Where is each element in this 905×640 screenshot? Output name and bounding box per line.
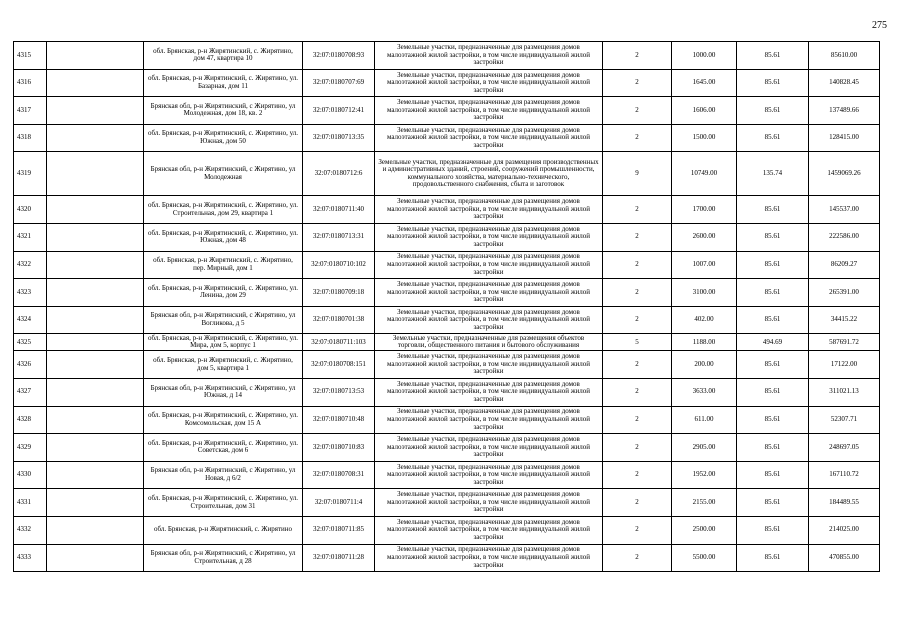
blank-cell (47, 279, 144, 307)
cadastral-number-cell: 32:07:0180710:83 (303, 434, 375, 462)
row-number: 4324 (14, 306, 47, 334)
row-number: 4322 (14, 251, 47, 279)
table-row (14, 461, 880, 489)
area-cell: 3633.00 (672, 378, 737, 406)
cadastral-number-cell: 32:07:0180712:6 (303, 152, 375, 196)
area-cell: 3100.00 (672, 279, 737, 307)
land-use-cell: Земельные участки, предназначенные для размещения домов малоэтажной жилой застройки, в том числе индивидуальной жилой застройки (375, 516, 603, 544)
land-use-cell: Земельные участки, предназначенные для размещения домов малоэтажной жилой застройки, в том числе индивидуальной жилой застройки (375, 223, 603, 251)
cadastral-value-cell: 214025.00 (809, 516, 880, 544)
cadastral-number-cell: 32:07:0180711:40 (303, 196, 375, 224)
row-number: 4328 (14, 406, 47, 434)
address-cell: обл. Брянская, р-н Жирятинский, с. Жирятино, ул. Строительная, дом 29, квартира 1 (144, 196, 303, 224)
row-number: 4332 (14, 516, 47, 544)
blank-cell (47, 516, 144, 544)
row-number: 4320 (14, 196, 47, 224)
cadastral-value-cell: 128415.00 (809, 124, 880, 152)
use-group-cell: 2 (603, 434, 672, 462)
blank-cell (47, 124, 144, 152)
specific-value-cell: 85.61 (737, 42, 809, 70)
row-number: 4321 (14, 223, 47, 251)
land-use-cell: Земельные участки, предназначенные для размещения домов малоэтажной жилой застройки, в том числе индивидуальной жилой застройки (375, 406, 603, 434)
land-use-cell: Земельные участки, предназначенные для размещения домов малоэтажной жилой застройки, в том числе индивидуальной жилой застройки (375, 544, 603, 572)
use-group-cell: 2 (603, 489, 672, 517)
area-cell: 611.00 (672, 406, 737, 434)
row-number: 4333 (14, 544, 47, 572)
cadastral-number-cell: 32:07:0180712:41 (303, 97, 375, 125)
land-use-cell: Земельные участки, предназначенные для размещения домов малоэтажной жилой застройки, в том числе индивидуальной жилой застройки (375, 489, 603, 517)
table-row (14, 516, 880, 544)
area-cell: 1645.00 (672, 69, 737, 97)
address-cell: обл. Брянская, р-н Жирятинский, с. Жирятино, ул. Южная, дом 50 (144, 124, 303, 152)
blank-cell (47, 544, 144, 572)
blank-cell (47, 69, 144, 97)
area-cell: 2905.00 (672, 434, 737, 462)
table-row (14, 69, 880, 97)
area-cell: 1007.00 (672, 251, 737, 279)
blank-cell (47, 378, 144, 406)
cadastral-number-cell: 32:07:0180711:103 (303, 334, 375, 351)
cadastral-value-cell: 587691.72 (809, 334, 880, 351)
area-cell: 2155.00 (672, 489, 737, 517)
address-cell: обл. Брянская, р-н Жирятинский, с. Жирятино, ул. Строительная, дом 31 (144, 489, 303, 517)
address-cell: Брянская обл, р-н Жирятинский, с Жирятино, ул Молодежная (144, 152, 303, 196)
row-number: 4331 (14, 489, 47, 517)
cadastral-number-cell: 32:07:0180711:28 (303, 544, 375, 572)
row-number: 4323 (14, 279, 47, 307)
cadastral-value-cell: 248697.05 (809, 434, 880, 462)
blank-cell (47, 406, 144, 434)
specific-value-cell: 85.61 (737, 406, 809, 434)
use-group-cell: 2 (603, 223, 672, 251)
cadastral-number-cell: 32:07:0180708:93 (303, 42, 375, 70)
blank-cell (47, 97, 144, 125)
land-use-cell: Земельные участки, предназначенные для размещения домов малоэтажной жилой застройки, в том числе индивидуальной жилой застройки (375, 251, 603, 279)
land-use-cell: Земельные участки, предназначенные для размещения домов малоэтажной жилой застройки, в том числе индивидуальной жилой застройки (375, 434, 603, 462)
specific-value-cell: 85.61 (737, 306, 809, 334)
land-register-table (13, 41, 880, 572)
area-cell: 1606.00 (672, 97, 737, 125)
table-row (14, 334, 880, 351)
area-cell: 10749.00 (672, 152, 737, 196)
cadastral-number-cell: 32:07:0180707:69 (303, 69, 375, 97)
area-cell: 1000.00 (672, 42, 737, 70)
cadastral-number-cell: 32:07:0180701:38 (303, 306, 375, 334)
page-number: 275 (872, 20, 887, 31)
table-row (14, 544, 880, 572)
use-group-cell: 2 (603, 378, 672, 406)
blank-cell (47, 306, 144, 334)
cadastral-number-cell: 32:07:0180709:18 (303, 279, 375, 307)
area-cell: 5500.00 (672, 544, 737, 572)
use-group-cell: 2 (603, 406, 672, 434)
table-row (14, 489, 880, 517)
cadastral-number-cell: 32:07:0180713:53 (303, 378, 375, 406)
row-number: 4317 (14, 97, 47, 125)
table-row (14, 279, 880, 307)
table-row (14, 124, 880, 152)
area-cell: 1188.00 (672, 334, 737, 351)
land-use-cell: Земельные участки, предназначенные для размещения домов малоэтажной жилой застройки, в том числе индивидуальной жилой застройки (375, 279, 603, 307)
land-use-cell: Земельные участки, предназначенные для размещения производственных и административных зданий, строений, сооружений промышленности, коммунального хозяйства, материально-технического, продовольственного снабжения, сбыта и заготовок (375, 152, 603, 196)
row-number: 4325 (14, 334, 47, 351)
use-group-cell: 2 (603, 251, 672, 279)
cadastral-value-cell: 85610.00 (809, 42, 880, 70)
blank-cell (47, 461, 144, 489)
area-cell: 2500.00 (672, 516, 737, 544)
address-cell: Брянская обл, р-н Жирятинский, с Жирятино, ул Строительная, д 28 (144, 544, 303, 572)
land-use-cell: Земельные участки, предназначенные для размещения домов малоэтажной жилой застройки, в том числе индивидуальной жилой застройки (375, 124, 603, 152)
specific-value-cell: 85.61 (737, 461, 809, 489)
address-cell: обл. Брянская, р-н Жирятинский, с. Жирятино, ул. Базарная, дом 11 (144, 69, 303, 97)
cadastral-number-cell: 32:07:0180711:4 (303, 489, 375, 517)
land-use-cell: Земельные участки, предназначенные для размещения домов малоэтажной жилой застройки, в том числе индивидуальной жилой застройки (375, 378, 603, 406)
area-cell: 2600.00 (672, 223, 737, 251)
row-number: 4330 (14, 461, 47, 489)
use-group-cell: 2 (603, 516, 672, 544)
cadastral-value-cell: 145537.00 (809, 196, 880, 224)
table-row (14, 251, 880, 279)
specific-value-cell: 85.61 (737, 124, 809, 152)
address-cell: обл. Брянская, р-н Жирятинский, с. Жирятино, дом 5, квартира 1 (144, 351, 303, 379)
land-use-cell: Земельные участки, предназначенные для размещения домов малоэтажной жилой застройки, в том числе индивидуальной жилой застройки (375, 196, 603, 224)
land-use-cell: Земельные участки, предназначенные для размещения домов малоэтажной жилой застройки, в том числе индивидуальной жилой застройки (375, 42, 603, 70)
use-group-cell: 2 (603, 306, 672, 334)
cadastral-value-cell: 86209.27 (809, 251, 880, 279)
address-cell: обл. Брянская, р-н Жирятинский, с. Жирятино, дом 47, квартира 10 (144, 42, 303, 70)
use-group-cell: 9 (603, 152, 672, 196)
use-group-cell: 2 (603, 196, 672, 224)
area-cell: 1500.00 (672, 124, 737, 152)
land-use-cell: Земельные участки, предназначенные для размещения домов малоэтажной жилой застройки, в том числе индивидуальной жилой застройки (375, 97, 603, 125)
blank-cell (47, 334, 144, 351)
address-cell: обл. Брянская, р-н Жирятинский, с. Жирятино, ул. Ленина, дом 29 (144, 279, 303, 307)
table-row (14, 97, 880, 125)
address-cell: обл. Брянская, р-н Жирятинский, с. Жирятино, пер. Мирный, дом 1 (144, 251, 303, 279)
specific-value-cell: 85.61 (737, 489, 809, 517)
use-group-cell: 2 (603, 461, 672, 489)
specific-value-cell: 85.61 (737, 196, 809, 224)
address-cell: обл. Брянская, р-н Жирятинский, с. Жирятино, ул. Мира, дом 5, корпус 1 (144, 334, 303, 351)
cadastral-value-cell: 1459069.26 (809, 152, 880, 196)
land-use-cell: Земельные участки, предназначенные для размещения домов малоэтажной жилой застройки, в том числе индивидуальной жилой застройки (375, 351, 603, 379)
cadastral-value-cell: 222586.00 (809, 223, 880, 251)
address-cell: Брянская обл, р-н Жирятинский, с Жирятино, ул Новая, д 6/2 (144, 461, 303, 489)
specific-value-cell: 85.61 (737, 434, 809, 462)
use-group-cell: 2 (603, 279, 672, 307)
specific-value-cell: 85.61 (737, 378, 809, 406)
specific-value-cell: 135.74 (737, 152, 809, 196)
cadastral-value-cell: 34415.22 (809, 306, 880, 334)
row-number: 4329 (14, 434, 47, 462)
row-number: 4316 (14, 69, 47, 97)
address-cell: Брянская обл, р-н Жирятинский, с Жирятино, ул Молодежная, дом 18, кв. 2 (144, 97, 303, 125)
use-group-cell: 2 (603, 42, 672, 70)
address-cell: обл. Брянская, р-н Жирятинский, с. Жирятино, ул. Южная, дом 48 (144, 223, 303, 251)
cadastral-value-cell: 52307.71 (809, 406, 880, 434)
blank-cell (47, 42, 144, 70)
row-number: 4327 (14, 378, 47, 406)
specific-value-cell: 85.61 (737, 516, 809, 544)
land-use-cell: Земельные участки, предназначенные для размещения домов малоэтажной жилой застройки, в том числе индивидуальной жилой застройки (375, 306, 603, 334)
specific-value-cell: 85.61 (737, 279, 809, 307)
cadastral-value-cell: 184489.55 (809, 489, 880, 517)
address-cell: обл. Брянская, р-н Жирятинский, с. Жирятино, ул. Комсомольская, дом 15 А (144, 406, 303, 434)
cadastral-value-cell: 17122.00 (809, 351, 880, 379)
table-row (14, 378, 880, 406)
blank-cell (47, 196, 144, 224)
cadastral-value-cell: 265391.00 (809, 279, 880, 307)
blank-cell (47, 434, 144, 462)
cadastral-value-cell: 167110.72 (809, 461, 880, 489)
address-cell: Брянская обл, р-н Жирятинский, с Жирятино, ул Южная, д 14 (144, 378, 303, 406)
cadastral-value-cell: 137489.66 (809, 97, 880, 125)
area-cell: 1700.00 (672, 196, 737, 224)
cadastral-number-cell: 32:07:0180713:31 (303, 223, 375, 251)
specific-value-cell: 85.61 (737, 544, 809, 572)
table-row (14, 42, 880, 70)
use-group-cell: 2 (603, 351, 672, 379)
table-row (14, 434, 880, 462)
specific-value-cell: 494.69 (737, 334, 809, 351)
land-use-cell: Земельные участки, предназначенные для размещения объектов торговли, общественного питания и бытового обслуживания (375, 334, 603, 351)
address-cell: обл. Брянская, р-н Жирятинский, с. Жирятино (144, 516, 303, 544)
cadastral-number-cell: 32:07:0180708:31 (303, 461, 375, 489)
blank-cell (47, 223, 144, 251)
use-group-cell: 2 (603, 97, 672, 125)
cadastral-value-cell: 470855.00 (809, 544, 880, 572)
land-use-cell: Земельные участки, предназначенные для размещения домов малоэтажной жилой застройки, в том числе индивидуальной жилой застройки (375, 461, 603, 489)
cadastral-number-cell: 32:07:0180710:48 (303, 406, 375, 434)
row-number: 4326 (14, 351, 47, 379)
specific-value-cell: 85.61 (737, 223, 809, 251)
cadastral-value-cell: 311021.13 (809, 378, 880, 406)
row-number: 4318 (14, 124, 47, 152)
land-use-cell: Земельные участки, предназначенные для размещения домов малоэтажной жилой застройки, в том числе индивидуальной жилой застройки (375, 69, 603, 97)
cadastral-value-cell: 140828.45 (809, 69, 880, 97)
specific-value-cell: 85.61 (737, 251, 809, 279)
blank-cell (47, 251, 144, 279)
specific-value-cell: 85.61 (737, 97, 809, 125)
row-number: 4319 (14, 152, 47, 196)
table-row (14, 406, 880, 434)
area-cell: 402.00 (672, 306, 737, 334)
area-cell: 200.00 (672, 351, 737, 379)
cadastral-number-cell: 32:07:0180711:85 (303, 516, 375, 544)
table-body (14, 42, 880, 572)
blank-cell (47, 351, 144, 379)
use-group-cell: 2 (603, 69, 672, 97)
specific-value-cell: 85.61 (737, 351, 809, 379)
address-cell: Брянская обл, р-н Жирятинский, с Жирятино, ул Вогликова, д 5 (144, 306, 303, 334)
use-group-cell: 2 (603, 544, 672, 572)
table-row (14, 306, 880, 334)
row-number: 4315 (14, 42, 47, 70)
use-group-cell: 5 (603, 334, 672, 351)
cadastral-number-cell: 32:07:0180708:151 (303, 351, 375, 379)
table-row (14, 152, 880, 196)
blank-cell (47, 152, 144, 196)
table-row (14, 196, 880, 224)
use-group-cell: 2 (603, 124, 672, 152)
table-row (14, 351, 880, 379)
specific-value-cell: 85.61 (737, 69, 809, 97)
address-cell: обл. Брянская, р-н Жирятинский, с. Жирятино, ул. Советская, дом 6 (144, 434, 303, 462)
blank-cell (47, 489, 144, 517)
area-cell: 1952.00 (672, 461, 737, 489)
table-row (14, 223, 880, 251)
cadastral-number-cell: 32:07:0180713:35 (303, 124, 375, 152)
cadastral-number-cell: 32:07:0180710:102 (303, 251, 375, 279)
